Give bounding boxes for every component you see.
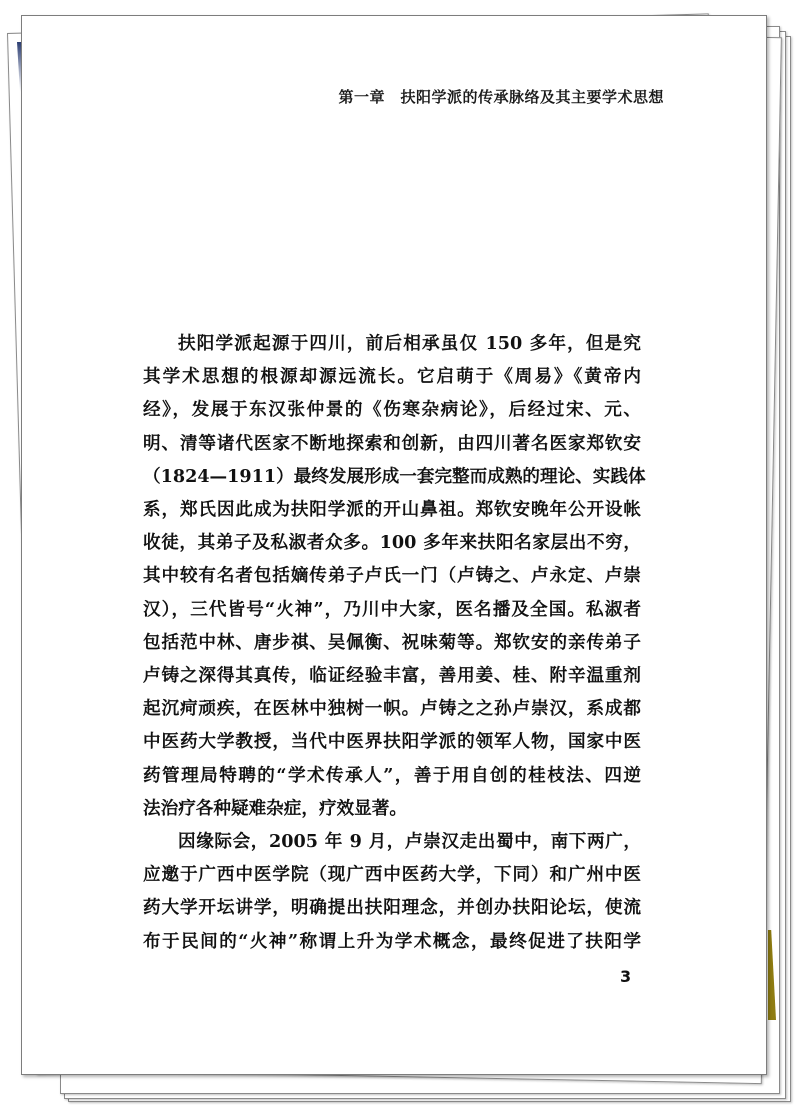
- text-line: 法治疗各种疑难杂症，疗效显著。: [143, 797, 407, 819]
- text-line: （1824—1911）最终发展形成一套完整而成熟的理论、实践体: [143, 465, 646, 487]
- text-line: 明、清等诸代医家不断地探索和创新，由四川著名医家郑钦安: [143, 432, 641, 454]
- text-line: 扶阳学派起源于四川，前后相承虽仅 150 多年，但是究: [178, 333, 641, 354]
- text-line: 中医药大学教授，当代中医界扶阳学派的领军人物，国家中医: [143, 731, 641, 753]
- running-head: 第一章 扶阳学派的传承脉络及其主要学术思想: [338, 88, 664, 106]
- text-line: 汉），三代皆号“火神”，乃川中大家，医名播及全国。私淑者: [143, 598, 641, 620]
- body-text: [143, 327, 646, 958]
- text-line: 布于民间的“火神”称谓上升为学术概念，最终促进了扶阳学: [143, 930, 641, 952]
- text-line: 系，郑氏因此成为扶阳学派的开山鼻祖。郑钦安晚年公开设帐: [143, 499, 641, 521]
- text-line: 收徒，其弟子及私淑者众多。100 多年来扶阳名家层出不穷，: [143, 532, 641, 554]
- text-line: 其中较有名者包括嫡传弟子卢氏一门（卢铸之、卢永定、卢崇: [143, 565, 641, 587]
- paragraph-2: [143, 825, 641, 958]
- text-line: 经》，发展于东汉张仲景的《伤寒杂病论》，后经过宋、元、: [143, 399, 641, 421]
- text-line: 卢铸之深得其真传，临证经验丰富，善用姜、桂、附辛温重剂: [143, 665, 641, 687]
- text-line: 起沉疴顽疾，在医林中独树一帜。卢铸之之孙卢崇汉，系成都: [143, 698, 641, 720]
- paragraph-1: [143, 327, 646, 825]
- text-line: 因缘际会，2005 年 9 月，卢崇汉走出蜀中，南下两广，: [178, 831, 641, 853]
- text-line: 药管理局特聘的“学术传承人”，善于用自创的桂枝法、四逆: [143, 764, 641, 786]
- text-line: 其学术思想的根源却源远流长。它启萌于《周易》《黄帝内: [143, 366, 641, 388]
- text-line: 应邀于广西中医学院（现广西中医药大学，下同）和广州中医: [143, 864, 641, 886]
- text-line: 包括范中林、唐步祺、吴佩衡、祝味菊等。郑钦安的亲传弟子: [143, 631, 641, 653]
- page-number: 3: [620, 967, 632, 986]
- text-line: 药大学开坛讲学，明确提出扶阳理念，并创办扶阳论坛，使流: [143, 897, 641, 919]
